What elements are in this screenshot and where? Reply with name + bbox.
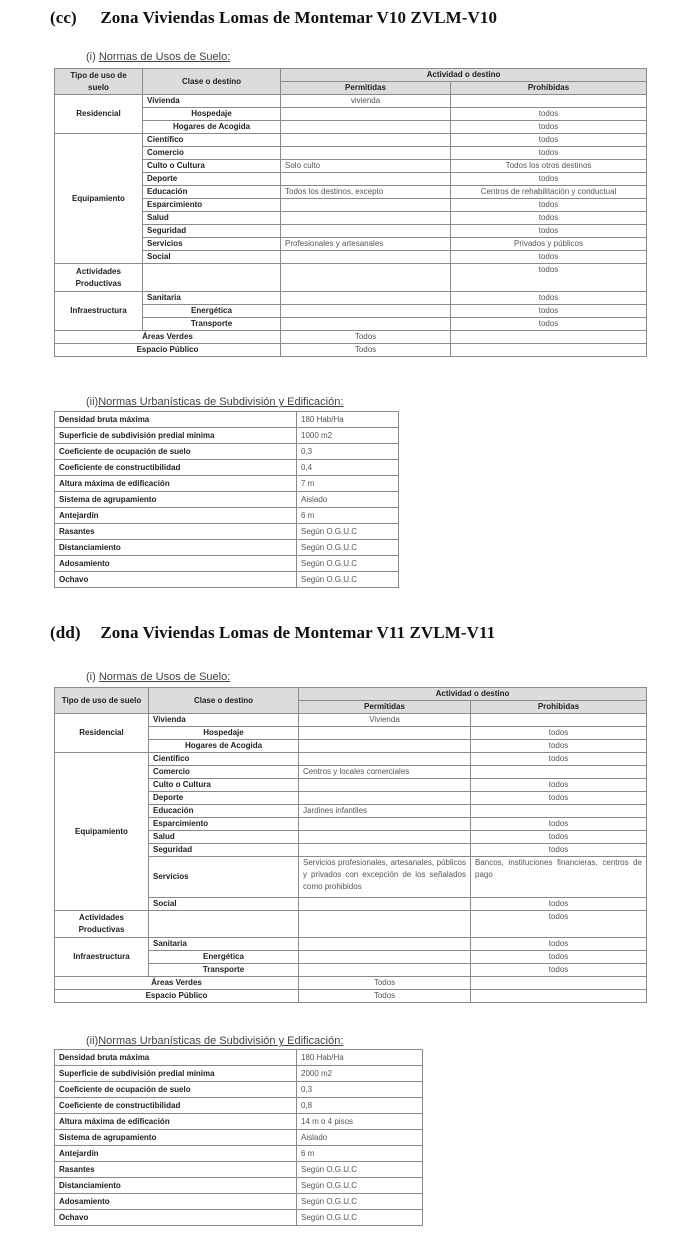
table-row — [55, 147, 647, 160]
class-cell: Servicios — [143, 238, 281, 251]
type-cell: Espacio Público — [55, 344, 281, 357]
table-row — [55, 412, 399, 428]
subtitle-prefix: (i) — [86, 671, 99, 683]
allowed-cell: vivienda — [281, 95, 451, 108]
subtitle-text: Normas Urbanísticas de Subdivisión y Edificación: — [98, 396, 344, 408]
type-cell: Áreas Verdes — [55, 977, 299, 990]
table-row — [55, 121, 647, 134]
prohibited-cell: todos — [451, 121, 647, 134]
prohibited-cell — [471, 714, 647, 727]
norm-value: Según O.G.U.C — [297, 1178, 423, 1194]
table-row — [55, 1050, 423, 1066]
table-row — [55, 212, 647, 225]
norm-label: Altura máxima de edificación — [55, 1114, 297, 1130]
table-row — [55, 160, 647, 173]
table-row — [55, 556, 399, 572]
prohibited-cell: Bancos, instituciones financieras, centros de pago — [471, 857, 647, 898]
urban-norms-table-v10 — [54, 411, 399, 588]
land-use-table-v10 — [54, 68, 647, 357]
header-row — [55, 688, 647, 701]
prohibited-cell: todos — [451, 134, 647, 147]
table-row — [55, 524, 399, 540]
norm-value: 0,3 — [297, 1082, 423, 1098]
norm-label: Antejardín — [55, 1146, 297, 1162]
class-cell: Servicios — [149, 857, 299, 898]
section-title: Zona Viviendas Lomas de Montemar V10 ZVLM-V10 — [100, 8, 498, 27]
allowed-cell — [299, 727, 471, 740]
section-code: (dd) — [50, 623, 81, 642]
header-actividad: Actividad o destino — [281, 69, 647, 82]
table-row — [55, 476, 399, 492]
allowed-cell — [299, 911, 471, 938]
class-cell: Culto o Cultura — [143, 160, 281, 173]
class-cell: Deporte — [149, 792, 299, 805]
class-cell — [149, 911, 299, 938]
prohibited-cell: todos — [471, 911, 647, 938]
prohibited-cell: todos — [451, 225, 647, 238]
table-row — [55, 1162, 423, 1178]
norm-label: Coeficiente de ocupación de suelo — [55, 444, 297, 460]
prohibited-cell: todos — [451, 292, 647, 305]
allowed-cell — [281, 251, 451, 264]
norm-label: Distanciamiento — [55, 540, 297, 556]
subtitle-text: Normas Urbanísticas de Subdivisión y Edificación: — [98, 1035, 344, 1047]
section-code: (cc) — [50, 8, 77, 27]
table-row — [55, 186, 647, 199]
norm-value: 2000 m2 — [297, 1066, 423, 1082]
class-cell: Hospedaje — [143, 108, 281, 121]
norm-value: 0,8 — [297, 1098, 423, 1114]
prohibited-cell: todos — [471, 727, 647, 740]
prohibited-cell: todos — [471, 951, 647, 964]
table-row — [55, 753, 647, 766]
header-permitidas: Permitidas — [281, 82, 451, 95]
allowed-cell — [281, 305, 451, 318]
header-actividad: Actividad o destino — [299, 688, 647, 701]
norm-label: Adosamiento — [55, 556, 297, 572]
header-permitidas: Permitidas — [299, 701, 471, 714]
table-row — [55, 1210, 423, 1226]
table-row — [55, 911, 647, 938]
table-row — [55, 199, 647, 212]
class-cell: Salud — [143, 212, 281, 225]
norm-value: Aislado — [297, 492, 399, 508]
type-cell: Espacio Público — [55, 990, 299, 1003]
norm-value: 14 m o 4 pisos — [297, 1114, 423, 1130]
allowed-cell — [299, 844, 471, 857]
prohibited-cell: todos — [471, 844, 647, 857]
class-cell: Transporte — [143, 318, 281, 331]
norm-value: Según O.G.U.C — [297, 524, 399, 540]
norm-value: 6 m — [297, 508, 399, 524]
prohibited-cell: todos — [451, 318, 647, 331]
norm-label: Coeficiente de constructibilidad — [55, 460, 297, 476]
table-row — [55, 714, 647, 727]
allowed-cell: Todos — [281, 331, 451, 344]
prohibited-cell: todos — [471, 792, 647, 805]
table-row — [55, 540, 399, 556]
table-row — [55, 1066, 423, 1082]
allowed-cell — [299, 792, 471, 805]
class-cell: Seguridad — [149, 844, 299, 857]
class-cell: Comercio — [149, 766, 299, 779]
prohibited-cell: todos — [471, 938, 647, 951]
subtitle-text: Normas de Usos de Suelo: — [98, 51, 231, 63]
class-cell: Energética — [149, 951, 299, 964]
prohibited-cell: todos — [471, 898, 647, 911]
prohibited-cell: todos — [471, 831, 647, 844]
class-cell: Social — [149, 898, 299, 911]
table-row — [55, 1194, 423, 1210]
allowed-cell: Jardines infantiles — [299, 805, 471, 818]
allowed-cell: Todos — [281, 344, 451, 357]
allowed-cell: Servicios profesionales, artesanales, públicos y privados con excepción de los señalados como prohibidos — [299, 857, 471, 898]
norms-subtitle — [86, 396, 343, 408]
class-cell: Educación — [149, 805, 299, 818]
land-use-table-v11 — [54, 687, 647, 1003]
zone-title-v11 — [50, 623, 495, 643]
table-row — [55, 508, 399, 524]
allowed-cell — [299, 779, 471, 792]
norm-label: Densidad bruta máxima — [55, 1050, 297, 1066]
prohibited-cell — [471, 766, 647, 779]
norm-value: 180 Hab/Ha — [297, 1050, 423, 1066]
class-cell: Salud — [149, 831, 299, 844]
type-cell: Equipamiento — [55, 134, 143, 264]
table-row — [55, 238, 647, 251]
allowed-cell — [281, 264, 451, 292]
allowed-cell — [281, 318, 451, 331]
table-row — [55, 264, 647, 292]
norms-subtitle — [86, 1035, 343, 1047]
norm-value: 6 m — [297, 1146, 423, 1162]
norm-value: 0,4 — [297, 460, 399, 476]
norm-label: Rasantes — [55, 1162, 297, 1178]
type-cell: Infraestructura — [55, 938, 149, 977]
class-cell: Vivienda — [143, 95, 281, 108]
header-clase: Clase o destino — [143, 69, 281, 95]
class-cell: Energética — [143, 305, 281, 318]
norm-value: 0,3 — [297, 444, 399, 460]
prohibited-cell: Privados y públicos — [451, 238, 647, 251]
norm-value: Según O.G.U.C — [297, 1194, 423, 1210]
class-cell: Social — [143, 251, 281, 264]
prohibited-cell: todos — [471, 964, 647, 977]
prohibited-cell — [471, 977, 647, 990]
type-cell: Residencial — [55, 714, 149, 753]
norm-label: Superficie de subdivisión predial mínima — [55, 1066, 297, 1082]
table-row — [55, 1098, 423, 1114]
norm-value: 180 Hab/Ha — [297, 412, 399, 428]
norm-label: Sistema de agrupamiento — [55, 492, 297, 508]
allowed-cell — [299, 753, 471, 766]
norm-label: Superficie de subdivisión predial mínima — [55, 428, 297, 444]
prohibited-cell: todos — [471, 753, 647, 766]
table-row — [55, 134, 647, 147]
class-cell — [143, 264, 281, 292]
norm-label: Densidad bruta máxima — [55, 412, 297, 428]
class-cell: Seguridad — [143, 225, 281, 238]
class-cell: Transporte — [149, 964, 299, 977]
norm-label: Ochavo — [55, 572, 297, 588]
type-cell: Residencial — [55, 95, 143, 134]
norm-label: Antejardín — [55, 508, 297, 524]
norm-label: Rasantes — [55, 524, 297, 540]
prohibited-cell: todos — [451, 173, 647, 186]
allowed-cell — [281, 212, 451, 225]
norm-label: Coeficiente de constructibilidad — [55, 1098, 297, 1114]
norm-label: Adosamiento — [55, 1194, 297, 1210]
table-row — [55, 990, 647, 1003]
allowed-cell — [281, 147, 451, 160]
norm-value: Según O.G.U.C — [297, 1210, 423, 1226]
table-row — [55, 225, 647, 238]
allowed-cell — [281, 292, 451, 305]
header-prohibidas: Prohibidas — [451, 82, 647, 95]
table-row — [55, 251, 647, 264]
class-cell: Vivienda — [149, 714, 299, 727]
table-row — [55, 938, 647, 951]
allowed-cell — [281, 121, 451, 134]
class-cell: Sanitaria — [149, 938, 299, 951]
prohibited-cell: todos — [451, 305, 647, 318]
prohibited-cell: todos — [451, 251, 647, 264]
table-row — [55, 305, 647, 318]
norm-value: Según O.G.U.C — [297, 572, 399, 588]
allowed-cell: Vivienda — [299, 714, 471, 727]
class-cell: Deporte — [143, 173, 281, 186]
class-cell: Esparcimiento — [143, 199, 281, 212]
table-row — [55, 1146, 423, 1162]
table-row — [55, 292, 647, 305]
subtitle-text: Normas de Usos de Suelo: — [98, 671, 231, 683]
uses-subtitle — [86, 51, 230, 63]
allowed-cell — [281, 199, 451, 212]
type-cell: Infraestructura — [55, 292, 143, 331]
header-clase: Clase o destino — [149, 688, 299, 714]
allowed-cell: Profesionales y artesanales — [281, 238, 451, 251]
type-cell: Actividades Productivas — [55, 911, 149, 938]
prohibited-cell — [471, 805, 647, 818]
subtitle-prefix: (i) — [86, 51, 99, 63]
table-row — [55, 428, 399, 444]
class-cell: Científico — [149, 753, 299, 766]
prohibited-cell — [471, 990, 647, 1003]
zone-title-v10 — [50, 8, 497, 28]
prohibited-cell: todos — [471, 779, 647, 792]
table-row — [55, 1114, 423, 1130]
norm-value: Según O.G.U.C — [297, 1162, 423, 1178]
class-cell: Culto o Cultura — [149, 779, 299, 792]
header-prohibidas: Prohibidas — [471, 701, 647, 714]
class-cell: Hospedaje — [149, 727, 299, 740]
allowed-cell: Todos los destinos, excepto — [281, 186, 451, 199]
prohibited-cell: Centros de rehabilitación y conductual — [451, 186, 647, 199]
subtitle-prefix: (ii) — [86, 1035, 99, 1047]
allowed-cell — [281, 108, 451, 121]
class-cell: Científico — [143, 134, 281, 147]
table-row — [55, 1178, 423, 1194]
class-cell: Comercio — [143, 147, 281, 160]
norm-value: 7 m — [297, 476, 399, 492]
table-row — [55, 331, 647, 344]
prohibited-cell: todos — [451, 264, 647, 292]
prohibited-cell — [451, 344, 647, 357]
table-row — [55, 572, 399, 588]
class-cell: Hogares de Acogida — [143, 121, 281, 134]
prohibited-cell: todos — [471, 818, 647, 831]
table-row — [55, 1130, 423, 1146]
allowed-cell — [299, 831, 471, 844]
allowed-cell: Solo culto — [281, 160, 451, 173]
allowed-cell — [299, 964, 471, 977]
norm-label: Sistema de agrupamiento — [55, 1130, 297, 1146]
allowed-cell: Todos — [299, 990, 471, 1003]
prohibited-cell: todos — [451, 199, 647, 212]
allowed-cell — [299, 898, 471, 911]
allowed-cell — [299, 938, 471, 951]
table-row — [55, 444, 399, 460]
type-cell: Actividades Productivas — [55, 264, 143, 292]
class-cell: Sanitaria — [143, 292, 281, 305]
class-cell: Educación — [143, 186, 281, 199]
prohibited-cell: todos — [451, 108, 647, 121]
prohibited-cell — [451, 95, 647, 108]
norm-value: Según O.G.U.C — [297, 556, 399, 572]
allowed-cell — [299, 951, 471, 964]
table-row — [55, 95, 647, 108]
table-row — [55, 318, 647, 331]
norm-label: Distanciamiento — [55, 1178, 297, 1194]
allowed-cell: Centros y locales comerciales — [299, 766, 471, 779]
prohibited-cell: Todos los otros destinos — [451, 160, 647, 173]
header-tipo: Tipo de uso de suelo — [55, 688, 149, 714]
table-row — [55, 1082, 423, 1098]
header-tipo: Tipo de uso de suelo — [55, 69, 143, 95]
table-row — [55, 173, 647, 186]
allowed-cell: Todos — [299, 977, 471, 990]
section-title: Zona Viviendas Lomas de Montemar V11 ZVLM-V11 — [100, 623, 496, 642]
norm-label: Coeficiente de ocupación de suelo — [55, 1082, 297, 1098]
norm-label: Altura máxima de edificación — [55, 476, 297, 492]
type-cell: Áreas Verdes — [55, 331, 281, 344]
class-cell: Esparcimiento — [149, 818, 299, 831]
table-row — [55, 492, 399, 508]
allowed-cell — [299, 818, 471, 831]
allowed-cell — [281, 225, 451, 238]
subtitle-prefix: (ii) — [86, 396, 99, 408]
table-row — [55, 108, 647, 121]
prohibited-cell — [451, 331, 647, 344]
table-row — [55, 344, 647, 357]
uses-subtitle — [86, 671, 230, 683]
norm-value: Aislado — [297, 1130, 423, 1146]
norm-value: Según O.G.U.C — [297, 540, 399, 556]
table-row — [55, 460, 399, 476]
prohibited-cell: todos — [451, 212, 647, 225]
header-row — [55, 69, 647, 82]
allowed-cell — [299, 740, 471, 753]
allowed-cell — [281, 134, 451, 147]
prohibited-cell: todos — [451, 147, 647, 160]
type-cell: Equipamiento — [55, 753, 149, 911]
table-row — [55, 977, 647, 990]
prohibited-cell: todos — [471, 740, 647, 753]
allowed-cell — [281, 173, 451, 186]
urban-norms-table-v11 — [54, 1049, 423, 1226]
norm-label: Ochavo — [55, 1210, 297, 1226]
class-cell: Hogares de Acogida — [149, 740, 299, 753]
norm-value: 1000 m2 — [297, 428, 399, 444]
